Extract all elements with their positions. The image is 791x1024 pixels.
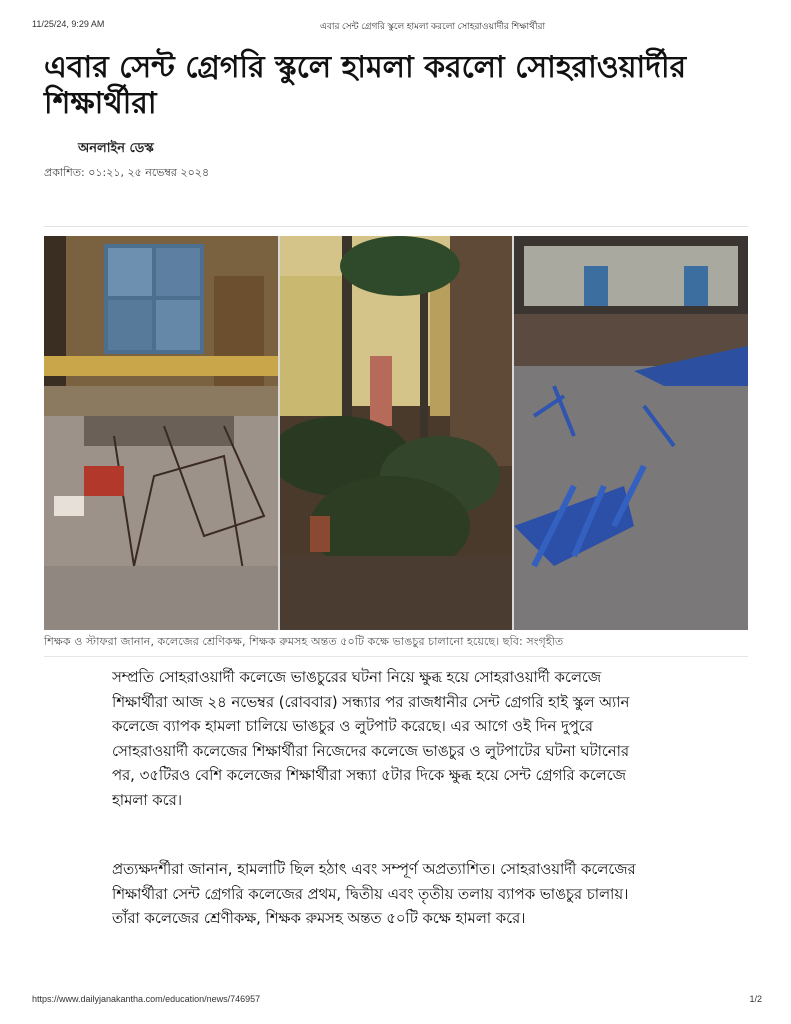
- page-number: 1/2: [749, 994, 762, 1004]
- paragraph-line: হামলা করে।: [112, 791, 183, 809]
- page-url[interactable]: https://www.dailyjanakantha.com/education/news/746957: [32, 994, 261, 1004]
- published-date: প্রকাশিত: ০১:২১, ২৫ নভেম্বর ২০২৪: [44, 166, 210, 179]
- paragraph-line: শিক্ষার্থীরা আজ ২৪ নভেম্বর (রোববার) সন্ধ্যার পর রাজধানীর সেন্ট গ্রেগরি হাই স্কুল অ্যান: [112, 693, 630, 711]
- headline-line-1: এবার সেন্ট গ্রেগরি স্কুলে হামলা করলো সোহরাওয়ার্দীর: [44, 50, 687, 85]
- photo-panel-hall: [514, 236, 748, 630]
- print-datetime: 11/25/24, 9:29 AM: [32, 19, 105, 29]
- caption-divider: [44, 656, 748, 657]
- print-footer: [32, 994, 762, 1006]
- paragraph-line: প্রত্যক্ষদর্শীরা জানান, হামলাটি ছিল হঠাৎ এবং সম্পূর্ণ অপ্রত্যাশিত। সোহরাওয়ার্দী কলেজের: [112, 861, 636, 878]
- print-page-title: এবার সেন্ট গ্রেগরি স্কুলে হামলা করলো সোহরাওয়ার্দীর শিক্ষার্থীরা: [320, 21, 546, 31]
- divider: [44, 226, 748, 227]
- photo-panel-courtyard: [280, 236, 512, 630]
- photo-caption: শিক্ষক ও স্টাফরা জানান, কলেজের শ্রেণিকক্ষ, শিক্ষক রুমসহ অন্তত ৫০টি কক্ষে ভাঙচুর চালানো হয়েছে। ছবি: সংগৃহীত: [44, 635, 564, 648]
- article-photo: [44, 236, 748, 630]
- paragraph-line: শিক্ষার্থীরা সেন্ট গ্রেগরি কলেজের প্রথম, দ্বিতীয় এবং তৃতীয় তলায় ব্যাপক ভাঙচুর চালায়।: [112, 885, 629, 903]
- headline-line-2: শিক্ষার্থীরা: [44, 86, 157, 121]
- photo-panel-classroom: [44, 236, 278, 630]
- paragraph-line: সম্প্রতি সোহরাওয়ার্দী কলেজে ভাঙচুরের ঘটনা নিয়ে ক্ষুব্ধ হয়ে সোহরাওয়ার্দী কলেজে: [112, 669, 602, 686]
- paragraph-line: সোহরাওয়ার্দী কলেজের শিক্ষার্থীরা নিজেদের কলেজে ভাঙচুর ও লুটপাটের ঘটনা ঘটানোর: [112, 742, 630, 760]
- paragraph-line: পর, ৩৫টিরও বেশি কলেজের শিক্ষার্থীরা সন্ধ্যা ৫টার দিকে ক্ষুব্ধ হয়ে সেন্ট গ্রেগরি কলেজে: [112, 767, 626, 785]
- author-name[interactable]: অনলাইন ডেস্ক: [78, 141, 154, 156]
- paragraph-2: [112, 858, 754, 932]
- print-header: [32, 19, 762, 31]
- article-headline: [44, 50, 744, 122]
- paragraph-line: তাঁরা কলেজের শ্রেণীকক্ষ, শিক্ষক রুমসহ অন্তত ৫০টি কক্ষে হামলা করে।: [112, 910, 526, 928]
- paragraph-1: [112, 666, 754, 814]
- paragraph-line: কলেজে ব্যাপক হামলা চালিয়ে ভাঙচুর ও লুটপাট করেছে। এর আগে ওই দিন দুপুরে: [112, 718, 593, 736]
